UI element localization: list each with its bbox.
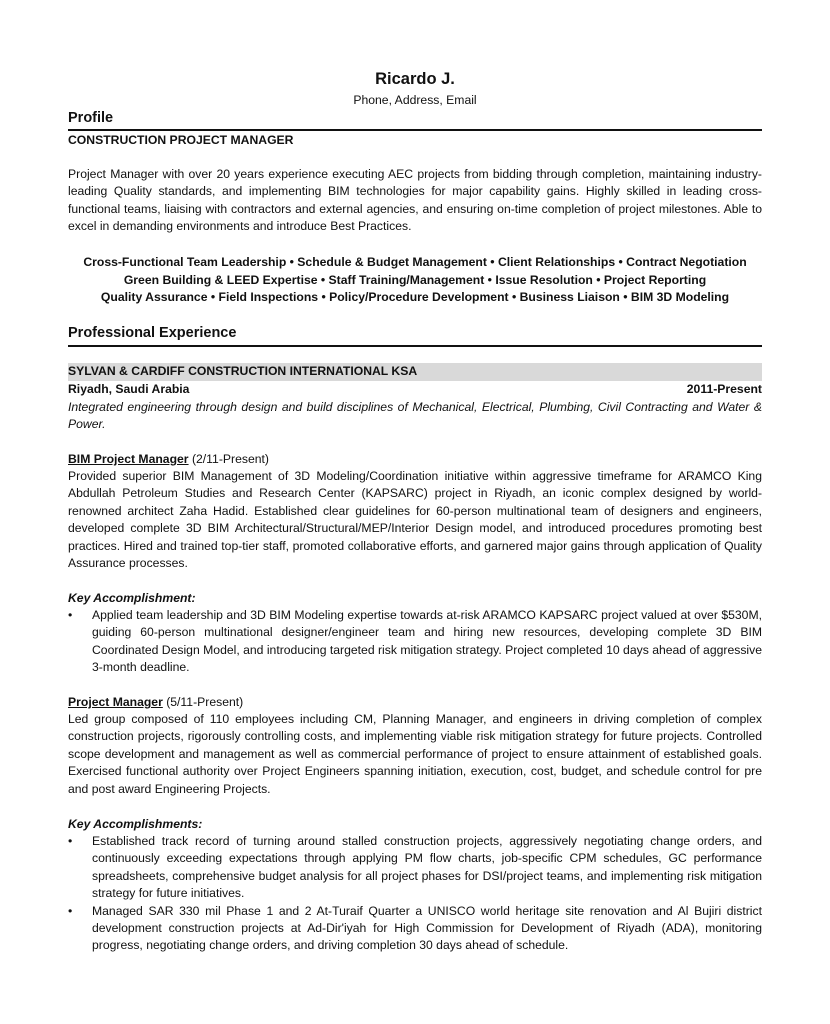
accomplishments-list [68,833,762,955]
profile-heading: Profile [68,110,114,126]
candidate-name: Ricardo J. [375,70,455,88]
accomplishment-text: Managed SAR 330 mil Phase 1 and 2 At-Turaif Quarter a UNISCO world heritage site renovation and Al Bujiri district development construction projects at Ad-Dir'iyah for High Commission for Development of Riyadh (ADA), monitoring progress, negotiating change orders, and driving completion 30 days ahead of schedule. [92,903,762,953]
accomplishments-label: Key Accomplishment: [68,591,196,605]
experience-rule [68,345,762,347]
accomplishments-list [68,607,762,677]
contact-line: Phone, Address, Email [353,93,477,107]
role-heading [68,694,762,711]
accomplishment-text: Applied team leadership and 3D BIM Modeling expertise towards at-risk ARAMCO KAPSARC project valued at over $530M, guiding 60-person multinational designer/engineer team and hiring new resources, developing complete 3D BIM Coordinated Design Model, and introducing targeted risk mitigation strategy. Project completed 10 days ahead of aggressive 3-month deadline. [92,608,762,675]
employer-location-row [68,381,762,398]
profile-summary: Project Manager with over 20 years experience executing AEC projects from bidding through completion, maintaining industry-leading Quality standards, and implementing BIM technologies for major capability gains. Highly skilled in leading cross-functional teams, liaising with contractors and external agencies, and ensuring on-time completion of project milestones. Able to excel in demanding environments and introduce Best Practices. [68,167,762,234]
employer-location: Riyadh, Saudi Arabia [68,382,190,396]
role-summary: Led group composed of 110 employees including CM, Planning Manager, and engineers in driving completion of complex construction projects, rigorously controlling costs, and implementing viable risk mitigation strategy for future projects. Controlled scope development and management as well as commercial performance of project to ensure attainment of established goals. Exercised functional authority over Project Engineers spanning initiation, execution, cost, budget, and schedule control for pre and post award Engineering Projects. [68,712,762,796]
bullet-symbol: • [68,834,73,848]
profile-subtitle: CONSTRUCTION PROJECT MANAGER [68,133,294,147]
skills-line: Green Building & LEED Expertise • Staff Training/Management • Issue Resolution • Project Reporting [123,272,707,287]
list-item [68,607,762,677]
skills-line: Quality Assurance • Field Inspections • Policy/Procedure Development • Business Liaison • BIM 3D Modeling [100,290,730,304]
list-item [68,903,762,955]
bullet-symbol: • [68,903,73,918]
experience-heading: Professional Experience [68,325,237,341]
profile-rule [68,129,762,131]
role-heading [68,451,762,468]
role-title: BIM Project Manager [68,452,189,466]
accomplishment-text: Established track record of turning around stalled construction projects, aggressively negotiating change orders, and continuously exceeding expectations through applying PM flow charts, job-specific CPM schedules, GC performance spreadsheets, comprehensive budget analysis for all project phases for DSI/project teams, and implementing risk mitigation strategy for future initiatives. [92,834,762,901]
employer-name: SYLVAN & CARDIFF CONSTRUCTION INTERNATIONAL KSA [68,363,762,381]
bullet-symbol: • [68,608,73,622]
role-summary: Provided superior BIM Management of 3D Modeling/Coordination initiative within aggressive timeframe for ARAMCO King Abdullah Petroleum Studies and Research Center (KAPSARC) project in Riyadh, an iconic complex designed by world-renowned architect Zaha Hadid. Established clear guidelines for 60-person multinational team of designers and engineers, developed complete 3D BIM Architectural/Structural/MEP/Interior Design model, and introduced procedures promoting best practices. Hired and trained top-tier staff, promoted collaborative efforts, and garnered major gains through application of Quality Assurance processes. [68,469,762,571]
employer-dates: 2011-Present [686,382,762,396]
list-item [68,833,762,903]
skills-line: Cross-Functional Team Leadership • Schedule & Budget Management • Client Relationships • Contract Negotiation [83,255,747,269]
accomplishments-label: Key Accomplishments: [68,817,203,831]
employer-description: Integrated engineering through design and build disciplines of Mechanical, Electrical, Plumbing, Civil Contracting and Water & Power. [68,400,762,432]
role-title: Project Manager [68,695,163,709]
profile-section [68,108,762,128]
skills-list [68,254,762,307]
role-period: (2/11-Present) [188,452,269,466]
experience-section [68,323,762,343]
role-period: (5/11-Present) [162,695,244,709]
